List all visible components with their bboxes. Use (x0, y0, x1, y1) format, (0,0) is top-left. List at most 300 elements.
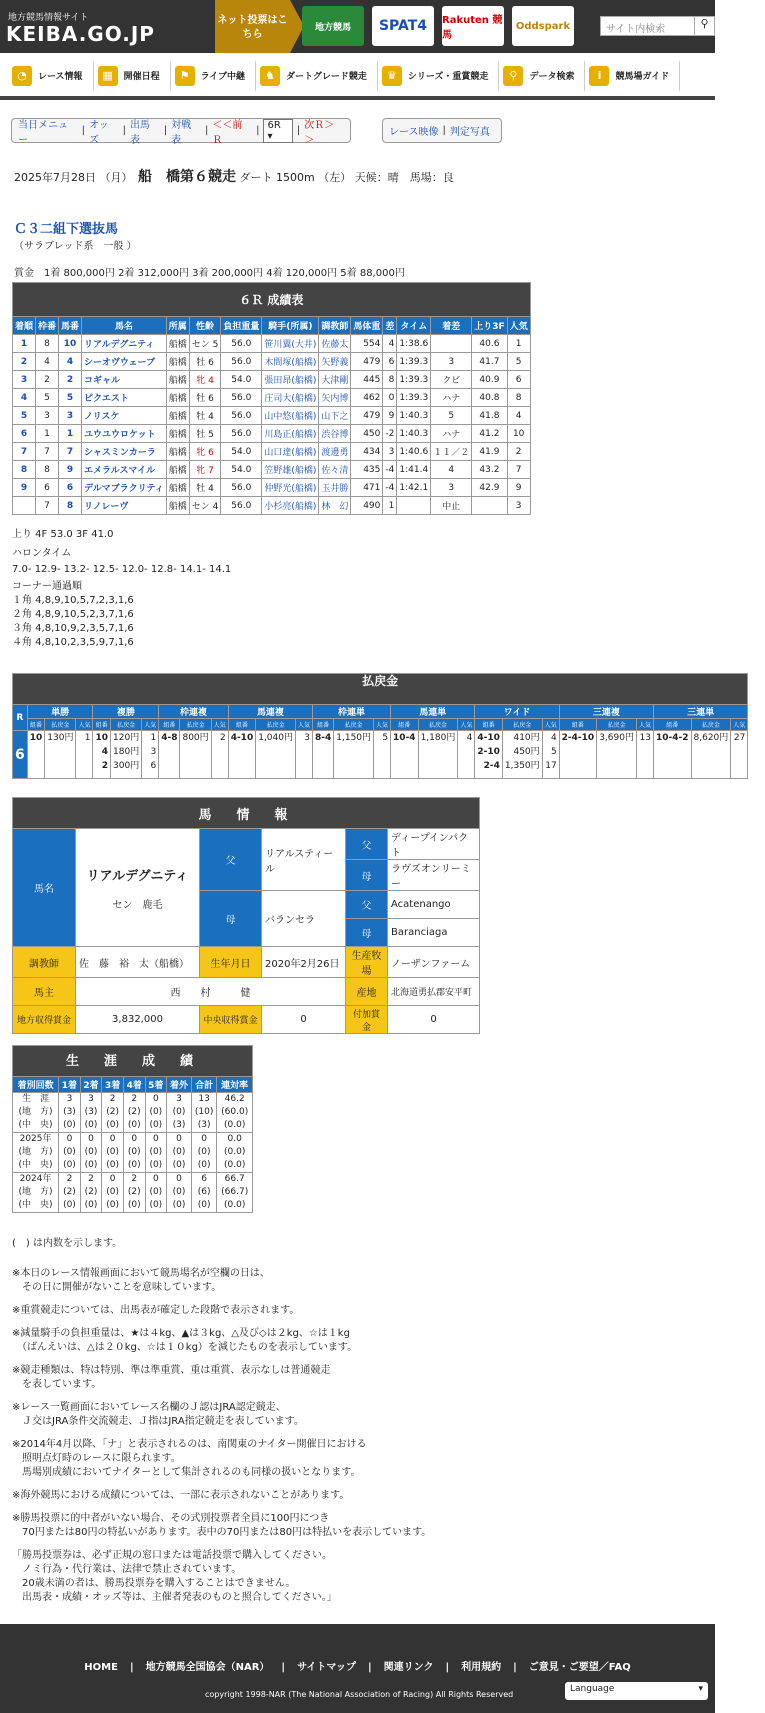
payout-value: 410円 (513, 733, 540, 743)
career-label-line: (中 央) (18, 1160, 53, 1170)
trainer-link[interactable]: 佐々清 (319, 461, 351, 479)
career-cell (217, 1173, 253, 1213)
note-item: ※海外競馬における成績については、一部に表示されないことがあります。 (12, 1490, 350, 1501)
result-cell: 56.0 (221, 335, 262, 353)
result-cell: 471 (351, 479, 383, 497)
career-value: (0.0) (224, 1120, 246, 1130)
footer-link[interactable]: 地方競馬全国協会（NAR） (145, 1662, 270, 1673)
payout-sub-header: 組番 (653, 719, 691, 731)
career-value: (3) (197, 1120, 211, 1130)
career-value: 6 (201, 1174, 208, 1184)
career-cell (59, 1093, 81, 1133)
payout-cell (458, 731, 475, 779)
career-cell (217, 1133, 253, 1173)
jockey-link[interactable]: 山中悠(船橋) (262, 407, 319, 425)
career-value: (0) (149, 1200, 163, 1210)
horse-info-table (12, 797, 480, 1034)
payout-value: 5 (382, 733, 389, 743)
results-header: 差 (383, 317, 397, 335)
payout-caption: 払戻金 (13, 674, 748, 705)
payout-cell (228, 731, 256, 779)
search-input[interactable]: サイト内検索 ⚲ (600, 16, 715, 36)
search-icon[interactable]: ⚲ (694, 17, 714, 35)
result-cell: 1 (507, 335, 530, 353)
nav-live[interactable]: ⚑ ライブ中継 (171, 61, 256, 91)
payout-sub-header: 払戻金 (180, 719, 211, 731)
global-nav (0, 55, 715, 100)
birth: 2020年2月26日 (262, 947, 346, 978)
result-cell: 56.0 (221, 425, 262, 443)
career-table (12, 1045, 253, 1213)
result-cell: 6 (507, 371, 530, 389)
payout-sub-header: 払戻金 (597, 719, 637, 731)
result-cell: 54.0 (221, 443, 262, 461)
entries-link[interactable]: 出馬表 (129, 119, 150, 146)
result-cell: -2 (383, 425, 397, 443)
career-value: (0.0) (224, 1147, 246, 1157)
footer-link[interactable]: ご意見・ご要望／FAQ (528, 1662, 631, 1673)
payout-type-header: 枠連単 (313, 705, 391, 719)
career-value: 0 (152, 1134, 159, 1144)
result-cell: 2 (13, 353, 36, 371)
result-cell: 1:39.3 (397, 389, 431, 407)
payout-sub-header: 人気 (211, 719, 228, 731)
payout-cell (313, 731, 334, 779)
career-label-line: (地 方) (18, 1147, 53, 1157)
horse-name-link[interactable]: コギャル (82, 371, 167, 389)
footer-link[interactable]: 利用規約 (461, 1662, 502, 1673)
result-cell: 2 (507, 443, 530, 461)
career-value: (60.0) (221, 1107, 249, 1117)
jockey-link[interactable]: 山口達(船橋) (262, 443, 319, 461)
nav-race-info[interactable]: ◔ レース情報 (8, 61, 94, 91)
result-cell: 40.8 (472, 389, 507, 407)
horse-name-link[interactable]: ピクエスト (82, 389, 167, 407)
info-icon: i (589, 66, 609, 86)
result-cell: 1:39.3 (397, 353, 431, 371)
payout-value: 120円 (113, 733, 140, 743)
flag-icon: ⚑ (175, 66, 195, 86)
sire-name: リアルスティール (262, 829, 346, 891)
career-header: 着外 (167, 1077, 192, 1093)
net-vote-link[interactable]: ネット投票はこちら (215, 0, 290, 53)
result-cell: 41.8 (472, 407, 507, 425)
career-label-line: (地 方) (18, 1187, 53, 1197)
dam-sire: Acatenango (388, 891, 480, 919)
result-cell: 9 (59, 461, 82, 479)
result-cell: 牡 4 (189, 407, 221, 425)
career-value: (0) (172, 1200, 186, 1210)
sire-label: 父 (200, 829, 262, 891)
payout-cell (597, 731, 637, 779)
result-cell: 船橋 (166, 335, 189, 353)
horse-name-link[interactable]: リアルデグニティ (82, 335, 167, 353)
career-row (13, 1133, 253, 1173)
result-cell: １１／２ (431, 443, 472, 461)
career-value: (3) (63, 1107, 76, 1117)
copyright: copyright 1998-NAR (The National Association of Racing) All Rights Reserved (205, 1690, 514, 1699)
result-cell: 43.2 (472, 461, 507, 479)
horse-name-label: 馬名 (13, 829, 76, 947)
payout-cell (142, 731, 159, 779)
career-value: (0) (172, 1187, 186, 1197)
result-cell (431, 335, 472, 353)
result-cell: 462 (351, 389, 383, 407)
career-value: 2 (109, 1094, 116, 1104)
result-cell: 船橋 (166, 443, 189, 461)
result-cell: 6 (59, 479, 82, 497)
horse-name-link[interactable]: ユウユウロケット (82, 425, 167, 443)
career-cell (102, 1093, 124, 1133)
payout-value: 1,180円 (420, 733, 456, 743)
sire-dam-label: 母 (346, 860, 388, 891)
career-value: 0 (131, 1134, 138, 1144)
local-prize-label: 地方収得賞金 (13, 1006, 76, 1034)
career-cell (123, 1173, 145, 1213)
footer-links (0, 1658, 715, 1673)
origin: 北海道勇払郡安平町 (388, 978, 480, 1006)
result-cell: 3 (383, 443, 397, 461)
career-value: 0 (176, 1174, 182, 1184)
payout-value: 13 (639, 733, 651, 743)
result-cell: 牝 7 (189, 461, 221, 479)
oddspark-banner[interactable]: Oddspark (512, 6, 574, 46)
career-cell (80, 1173, 102, 1213)
result-cell: 中止 (431, 497, 472, 515)
payout-cell (542, 731, 559, 779)
career-cell (123, 1133, 145, 1173)
trainer-link[interactable]: 矢野義 (319, 353, 351, 371)
trainer-link[interactable]: 佐藤太 (319, 335, 351, 353)
career-cell (59, 1133, 81, 1173)
career-value: (2) (127, 1107, 141, 1117)
career-row-label (13, 1173, 59, 1213)
career-value: (2) (84, 1187, 98, 1197)
career-value: (0) (84, 1120, 98, 1130)
horse-name-link[interactable]: シーオヴウェーブ (82, 353, 167, 371)
race-select[interactable]: 6R ▾ (263, 119, 292, 143)
payout-value: 800円 (182, 733, 209, 743)
result-cell: 42.9 (472, 479, 507, 497)
note-item: ※勝馬投票に的中者がいない場合、その式別投票者全員に100円につき 70円または80円の特払いがあります。表中の70円または80円は特払いを表示しています。 (12, 1513, 432, 1538)
chihou-keiba-banner[interactable]: 地方競馬 (302, 6, 364, 46)
result-cell: 1 (383, 497, 397, 515)
result-cell: 479 (351, 407, 383, 425)
jockey-link[interactable]: 張田昂(船橋) (262, 371, 319, 389)
footer-link[interactable]: HOME (84, 1662, 118, 1673)
result-cell: 9 (383, 407, 397, 425)
result-cell: 10 (507, 425, 530, 443)
result-cell: 牡 6 (189, 389, 221, 407)
career-value: 0 (176, 1134, 182, 1144)
note-item: 「勝馬投票券は、必ず正規の窓口または電話投票で購入してください。 ノミ行為・代行業は、法律で禁止されています。 20歳未満の者は、勝馬投票券を購入することはできません。 出馬表・成績・オッズ等は、主催者発表のものと照合してください。」 (12, 1550, 337, 1603)
result-cell: 56.0 (221, 479, 262, 497)
result-cell: 3 (13, 371, 36, 389)
career-value: (0) (106, 1200, 119, 1210)
result-cell: 6 (13, 425, 36, 443)
payout-value: 180円 (113, 747, 140, 757)
career-cell (145, 1133, 167, 1173)
race-number-header: R (13, 705, 28, 731)
horse-name-link[interactable]: シャスミンカーラ (82, 443, 167, 461)
race-menu: 当日メニュー | オッズ | 出馬表 | 対戦表 | ＜＜前Ｒ | 6R ▾ | 次Ｒ＞＞ (11, 118, 351, 143)
career-value: (0) (63, 1200, 76, 1210)
career-value: (2) (63, 1187, 76, 1197)
payout-value: 6 (150, 761, 157, 771)
result-cell: 54.0 (221, 371, 262, 389)
result-cell: 9 (507, 479, 530, 497)
payout-cell (159, 731, 180, 779)
career-header: 2着 (80, 1077, 102, 1093)
result-cell: 2 (59, 371, 82, 389)
payout-value: 10 (95, 733, 109, 743)
result-cell: 4 (507, 407, 530, 425)
payout-cell (731, 731, 748, 779)
result-cell: 1 (13, 335, 36, 353)
agari: 上り 4F 53.0 3F 41.0 (12, 529, 114, 540)
dam-sire-label: 父 (346, 891, 388, 919)
career-value: (0) (84, 1147, 98, 1157)
race-video-link[interactable]: レース映像 (389, 127, 439, 138)
nav-schedule[interactable]: ▦ 開催日程 (94, 61, 171, 91)
career-value: 0 (201, 1134, 208, 1144)
career-value: (0) (127, 1120, 141, 1130)
trainer-link[interactable]: 林 幻 (319, 497, 351, 515)
career-header: 着別回数 (13, 1077, 59, 1093)
jockey-link[interactable]: 庄司大(船橋) (262, 389, 319, 407)
result-cell: 4 (383, 335, 397, 353)
payout-value: 4 (101, 747, 109, 757)
payout-value: 1 (84, 733, 91, 743)
footer (0, 1624, 715, 1713)
separator: | (367, 1662, 372, 1673)
separator: | (129, 1662, 134, 1673)
payout-type-header: 馬連単 (391, 705, 475, 719)
calendar-icon: ▦ (98, 66, 118, 86)
race-icon: ◔ (12, 66, 32, 86)
payout-cell (76, 731, 93, 779)
footer-link[interactable]: サイトマップ (297, 1662, 356, 1673)
payout-sub-header: 払戻金 (691, 719, 731, 731)
jockey-link[interactable]: 小杉亮(船橋) (262, 497, 319, 515)
race-class: （サラブレッド系 一般 ） (14, 241, 137, 252)
result-cell: 56.0 (221, 353, 262, 371)
result-cell: 5 (36, 389, 59, 407)
payout-type-header: 三連複 (559, 705, 653, 719)
dam-label: 母 (200, 891, 262, 947)
result-cell: 41.9 (472, 443, 507, 461)
career-value: 66.7 (224, 1174, 245, 1184)
result-cell: 1 (59, 425, 82, 443)
extra-prize: 0 (388, 1006, 480, 1034)
career-value: 0 (152, 1174, 159, 1184)
photo-link[interactable]: 判定写真 (449, 127, 490, 138)
payout-value: 2-10 (477, 747, 500, 757)
trainer-link[interactable]: 渋谷博 (319, 425, 351, 443)
note-item: ※本日のレース情報画面において競馬場名が空欄の日は、 その日に開催がないことを意味しています。 (12, 1268, 270, 1293)
result-cell: 船橋 (166, 353, 189, 371)
career-label-line: 生 涯 (22, 1094, 50, 1104)
result-cell: 牡 4 (189, 479, 221, 497)
payout-sub-header: 人気 (374, 719, 391, 731)
nav-data-search[interactable]: ⚲ データ検索 (499, 61, 585, 91)
nav-course-guide[interactable]: i 競馬場ガイド (585, 61, 680, 91)
result-cell: -4 (383, 479, 397, 497)
payout-value: 10 (29, 733, 43, 743)
today-menu-link[interactable]: 当日メニュー (18, 119, 68, 146)
payout-sub-header: 組番 (313, 719, 334, 731)
results-header: 上り3F (472, 317, 507, 335)
payout-sub-header: 組番 (391, 719, 419, 731)
result-cell: 5 (507, 353, 530, 371)
horse-name-link[interactable]: デルマブラクリティ (82, 479, 167, 497)
results-header: 枠番 (36, 317, 59, 335)
result-cell: 7 (36, 443, 59, 461)
career-header: 合計 (191, 1077, 216, 1093)
owner-label: 馬主 (13, 978, 76, 1006)
result-cell: 6 (36, 479, 59, 497)
prev-race-link[interactable]: ＜＜前Ｒ (212, 119, 243, 146)
result-cell: 3 (431, 353, 472, 371)
result-cell: セン 4 (189, 497, 221, 515)
career-row (13, 1173, 253, 1213)
trainer-link[interactable]: 矢内博 (319, 389, 351, 407)
result-cell: セン 5 (189, 335, 221, 353)
payout-cell (418, 731, 458, 779)
result-cell: 490 (351, 497, 383, 515)
footer-link[interactable]: 関連リンク (383, 1662, 434, 1673)
payout-sub-header: 払戻金 (334, 719, 374, 731)
site-subtitle: 地方競馬情報サイト (8, 13, 89, 23)
payout-type-header: 単勝 (27, 705, 93, 719)
horse-name-cell: リアルデグニティ セン 鹿毛 (76, 829, 200, 947)
payout-sub-header: 人気 (731, 719, 748, 731)
trainer: 佐 藤 裕 太（船橋） (76, 947, 200, 978)
horse-name-link[interactable]: ノリスケ (82, 407, 167, 425)
results-header: 負担重量 (221, 317, 262, 335)
result-cell: 牝 6 (189, 443, 221, 461)
career-value: 2 (88, 1174, 94, 1184)
next-race-link[interactable]: 次Ｒ＞＞ (304, 119, 335, 146)
result-cell: 1:40.3 (397, 407, 431, 425)
result-cell: 8 (507, 389, 530, 407)
table-row (13, 497, 531, 515)
horse-name-link[interactable]: リノレーヴ (82, 497, 167, 515)
payout-value: 450円 (513, 747, 540, 757)
odds-link[interactable]: オッズ (89, 119, 109, 146)
jockey-link[interactable]: 笠野雄(船橋) (262, 461, 319, 479)
site-logo[interactable]: KEIBA.GO.JP (6, 22, 155, 46)
jockey-link[interactable]: 仲野光(船橋) (262, 479, 319, 497)
payout-value: 3 (150, 747, 157, 757)
career-value: (0) (127, 1147, 141, 1157)
jockey-link[interactable]: 笹川翼(大井) (262, 335, 319, 353)
career-value: (6) (197, 1187, 211, 1197)
career-value: (0) (149, 1147, 163, 1157)
payout-cell (45, 731, 76, 779)
result-cell: 0 (383, 389, 397, 407)
result-cell: 船橋 (166, 371, 189, 389)
corner-list (12, 594, 212, 650)
payout-value: 1,150円 (336, 733, 372, 743)
nav-dirt-grade[interactable]: ♞ ダートグレード競走 (256, 61, 378, 91)
spat4-banner[interactable]: SPAT4 (372, 6, 434, 46)
jockey-link[interactable]: 木間塚(船橋) (262, 353, 319, 371)
result-cell: 牡 6 (189, 353, 221, 371)
career-cell (191, 1173, 216, 1213)
career-cell (167, 1093, 192, 1133)
horse-info-caption: 馬 情 報 (13, 798, 480, 829)
career-cell (145, 1093, 167, 1133)
local-prize: 3,832,000 (76, 1006, 200, 1034)
payout-sub-header: 払戻金 (256, 719, 296, 731)
trainer-link[interactable]: 渡邊勇 (319, 443, 351, 461)
payout-sub-header: 人気 (76, 719, 93, 731)
payout-value: 17 (545, 761, 557, 771)
payout-cell (93, 731, 111, 779)
result-cell: 4 (36, 353, 59, 371)
payout-cell (374, 731, 391, 779)
jockey-link[interactable]: 川島正(船橋) (262, 425, 319, 443)
career-value: 3 (176, 1094, 182, 1104)
career-value: (0) (84, 1200, 98, 1210)
result-cell: 56.0 (221, 407, 262, 425)
payout-sub-header: 組番 (475, 719, 503, 731)
matchup-link[interactable]: 対戦表 (171, 119, 192, 146)
career-cell (191, 1093, 216, 1133)
payout-sub-header: 人気 (142, 719, 159, 731)
result-cell: 54.0 (221, 461, 262, 479)
results-table (12, 282, 531, 515)
trainer-link[interactable]: 玉井勝 (319, 479, 351, 497)
horse-name-link[interactable]: エメラルスマイル (82, 461, 167, 479)
race-name: Ｃ３二組下選抜馬 (14, 222, 119, 237)
sire-sire: ディープインパクト (388, 829, 480, 860)
results-header: 着差 (431, 317, 472, 335)
language-select[interactable]: Language ▾ (565, 1682, 708, 1700)
career-cell (80, 1133, 102, 1173)
corner-label: コーナー通過順 (12, 581, 82, 592)
payout-value: 5 (550, 747, 557, 757)
career-value: (0) (106, 1160, 119, 1170)
results-header: 性齢 (189, 317, 221, 335)
payout-value: 4 (466, 733, 473, 743)
result-cell: 3 (431, 479, 472, 497)
result-cell: 8 (36, 461, 59, 479)
payout-value: 10-4 (393, 733, 416, 743)
trainer-link[interactable]: 山下之 (319, 407, 351, 425)
note-item: ※2014年4月以降、「ナ」と表示されるのは、南関東のナイター開催日における 照明点灯時のレースに限られます。 馬場別成績においてナイターとして集計されるのも同様の扱いとなります。 (12, 1439, 367, 1478)
payout-sub-header: 組番 (559, 719, 597, 731)
career-value: (0) (172, 1147, 186, 1157)
table-row (13, 443, 531, 461)
payout-type-header: 三連単 (653, 705, 747, 719)
result-cell: 4 (59, 353, 82, 371)
payout-type-header: ワイド (475, 705, 559, 719)
table-row (13, 335, 531, 353)
rakuten-banner[interactable]: Rakuten 競馬 (442, 6, 504, 46)
trainer-link[interactable]: 大津剛 (319, 371, 351, 389)
corner-order: ２角 4,8,9,10,5,2,3,7,1,6 (12, 609, 134, 620)
result-cell: 1:40.3 (397, 425, 431, 443)
payout-value: 3,690円 (599, 733, 634, 743)
payout-type-header: 枠連複 (159, 705, 228, 719)
farm: ノーザンファーム (388, 947, 480, 978)
nav-series[interactable]: ♛ シリーズ・重賞競走 (378, 61, 500, 91)
result-cell: ハナ (431, 389, 472, 407)
career-value: (0) (197, 1200, 211, 1210)
extra-prize-label: 付加賞金 (346, 1006, 388, 1034)
